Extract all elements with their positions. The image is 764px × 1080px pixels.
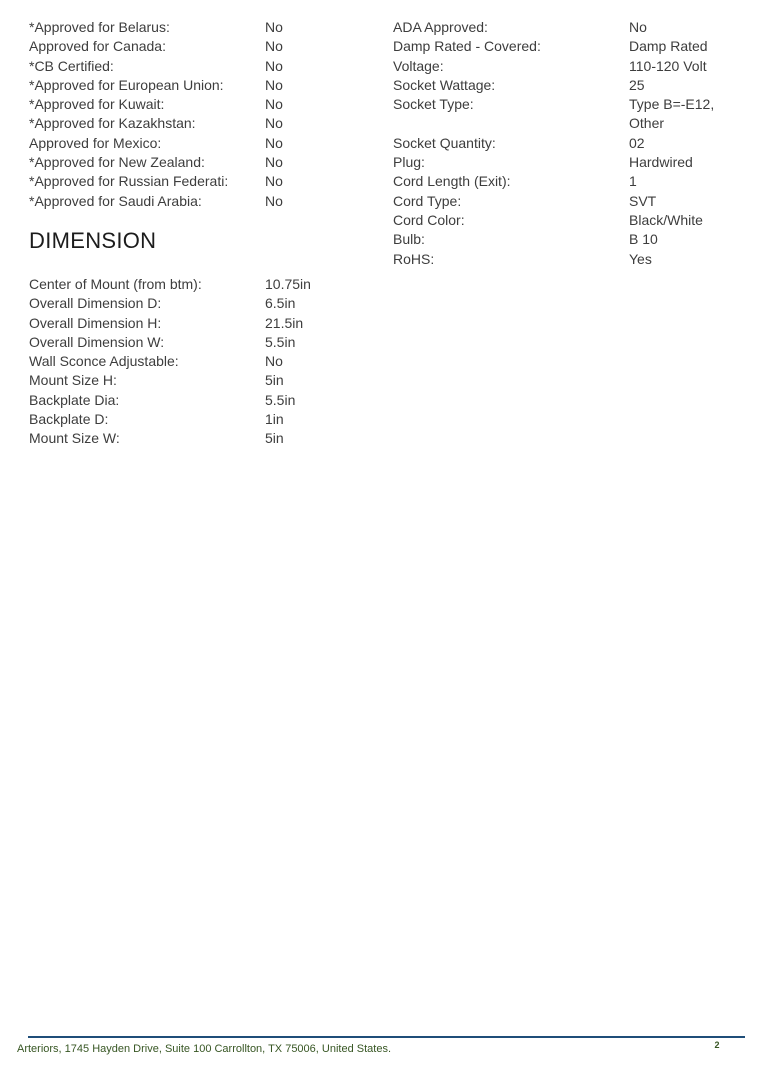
field-value: Type B=-E12, Other	[629, 96, 715, 132]
field-value: 10.75in	[265, 276, 311, 292]
field-value: No	[265, 134, 283, 151]
field-value: 1	[629, 173, 637, 190]
footer-address: Arteriors, 1745 Hayden Drive, Suite 100 Carrollton, TX 75006, United States.	[17, 1043, 391, 1055]
field-value: 110-120 Volt	[629, 57, 707, 74]
field-label: Damp Rated - Covered:	[393, 38, 541, 55]
page-number: 2	[714, 1040, 720, 1050]
field-value: No	[265, 96, 283, 113]
spec-row	[393, 95, 745, 134]
field-label: ADA Approved:	[393, 19, 488, 35]
field-label: Approved for Canada:	[29, 38, 166, 55]
field-value: No	[265, 192, 283, 209]
approval-row	[29, 18, 381, 37]
field-value: B 10	[629, 231, 658, 248]
field-label: *Approved for Saudi Arabia:	[29, 192, 202, 209]
spec-row	[393, 153, 745, 172]
field-value: 5.5in	[265, 391, 296, 408]
field-value: 25	[629, 76, 645, 93]
dimension-row	[29, 294, 381, 313]
electrical-specs-section	[393, 18, 745, 269]
spec-row	[393, 230, 745, 249]
field-label: Plug:	[393, 154, 425, 171]
field-label: Mount Size W:	[29, 430, 120, 447]
dimension-row	[29, 333, 381, 352]
field-label: Voltage:	[393, 57, 444, 74]
approval-row	[29, 153, 381, 172]
field-value: 5.5in	[265, 333, 296, 350]
field-label: *Approved for Belarus:	[29, 19, 170, 35]
field-value: 21.5in	[265, 314, 304, 331]
field-label: Wall Sconce Adjustable:	[29, 353, 179, 370]
field-label: RoHS:	[393, 250, 435, 267]
spec-row	[393, 172, 745, 191]
field-label: Socket Quantity:	[393, 134, 496, 151]
field-value: No	[265, 76, 283, 93]
spec-row	[393, 37, 745, 56]
dimension-row	[29, 314, 381, 333]
field-value: No	[265, 154, 283, 171]
field-value: Damp Rated	[629, 38, 708, 55]
field-value: No	[265, 353, 283, 370]
approval-row	[29, 76, 381, 95]
field-label: Overall Dimension W:	[29, 333, 165, 350]
field-value: SVT	[629, 192, 657, 209]
approval-row	[29, 57, 381, 76]
field-label: Socket Type:	[393, 96, 474, 113]
field-value: 5in	[265, 372, 284, 389]
footer-divider	[28, 1036, 745, 1038]
field-value: No	[265, 38, 283, 55]
field-value: No	[265, 115, 283, 132]
approval-row	[29, 134, 381, 153]
spec-row	[393, 192, 745, 211]
approval-row	[29, 95, 381, 114]
field-value: 02	[629, 134, 645, 151]
dimension-row	[29, 429, 381, 448]
field-value: Hardwired	[629, 154, 693, 171]
field-label: Bulb:	[393, 231, 425, 248]
field-value: No	[265, 19, 283, 35]
dimension-row	[29, 371, 381, 390]
spec-row	[393, 18, 745, 37]
field-value: Black/White	[629, 211, 703, 228]
field-label: Overall Dimension D:	[29, 295, 162, 312]
field-label: Cord Color:	[393, 211, 465, 228]
field-label: Cord Type:	[393, 192, 462, 209]
spec-row	[393, 57, 745, 76]
field-value: 5in	[265, 430, 284, 447]
field-label: *Approved for Kuwait:	[29, 96, 165, 113]
field-label: Cord Length (Exit):	[393, 173, 511, 190]
spec-row	[393, 76, 745, 95]
field-label: Mount Size H:	[29, 372, 117, 389]
approval-row	[29, 172, 381, 191]
field-label: *Approved for Russian Federati:	[29, 173, 229, 190]
field-label: Approved for Mexico:	[29, 134, 162, 151]
field-label: Center of Mount (from btm):	[29, 276, 202, 292]
approval-row	[29, 114, 381, 133]
field-label: Backplate D:	[29, 411, 109, 428]
field-value: 1in	[265, 411, 284, 428]
field-label: Socket Wattage:	[393, 76, 496, 93]
dimension-section	[29, 228, 381, 449]
field-value: No	[629, 19, 647, 35]
approval-row	[29, 37, 381, 56]
spec-row	[393, 134, 745, 153]
dimension-row	[29, 275, 381, 294]
approvals-section	[29, 18, 381, 211]
dimension-row	[29, 391, 381, 410]
field-value: No	[265, 173, 283, 190]
field-label: *CB Certified:	[29, 57, 114, 74]
field-label: Overall Dimension H:	[29, 314, 162, 331]
field-label: *Approved for Kazakhstan:	[29, 115, 196, 132]
dimension-heading: DIMENSION	[29, 228, 157, 253]
field-value: 6.5in	[265, 295, 296, 312]
field-value: Yes	[629, 250, 652, 267]
dimension-row	[29, 352, 381, 371]
dimension-rows	[29, 275, 381, 449]
field-label: Backplate Dia:	[29, 391, 120, 408]
approval-row	[29, 192, 381, 211]
field-label: *Approved for European Union:	[29, 76, 224, 93]
dimension-row	[29, 410, 381, 429]
field-value: No	[265, 57, 283, 74]
spec-row	[393, 250, 745, 269]
spec-row	[393, 211, 745, 230]
field-label: *Approved for New Zealand:	[29, 154, 205, 171]
